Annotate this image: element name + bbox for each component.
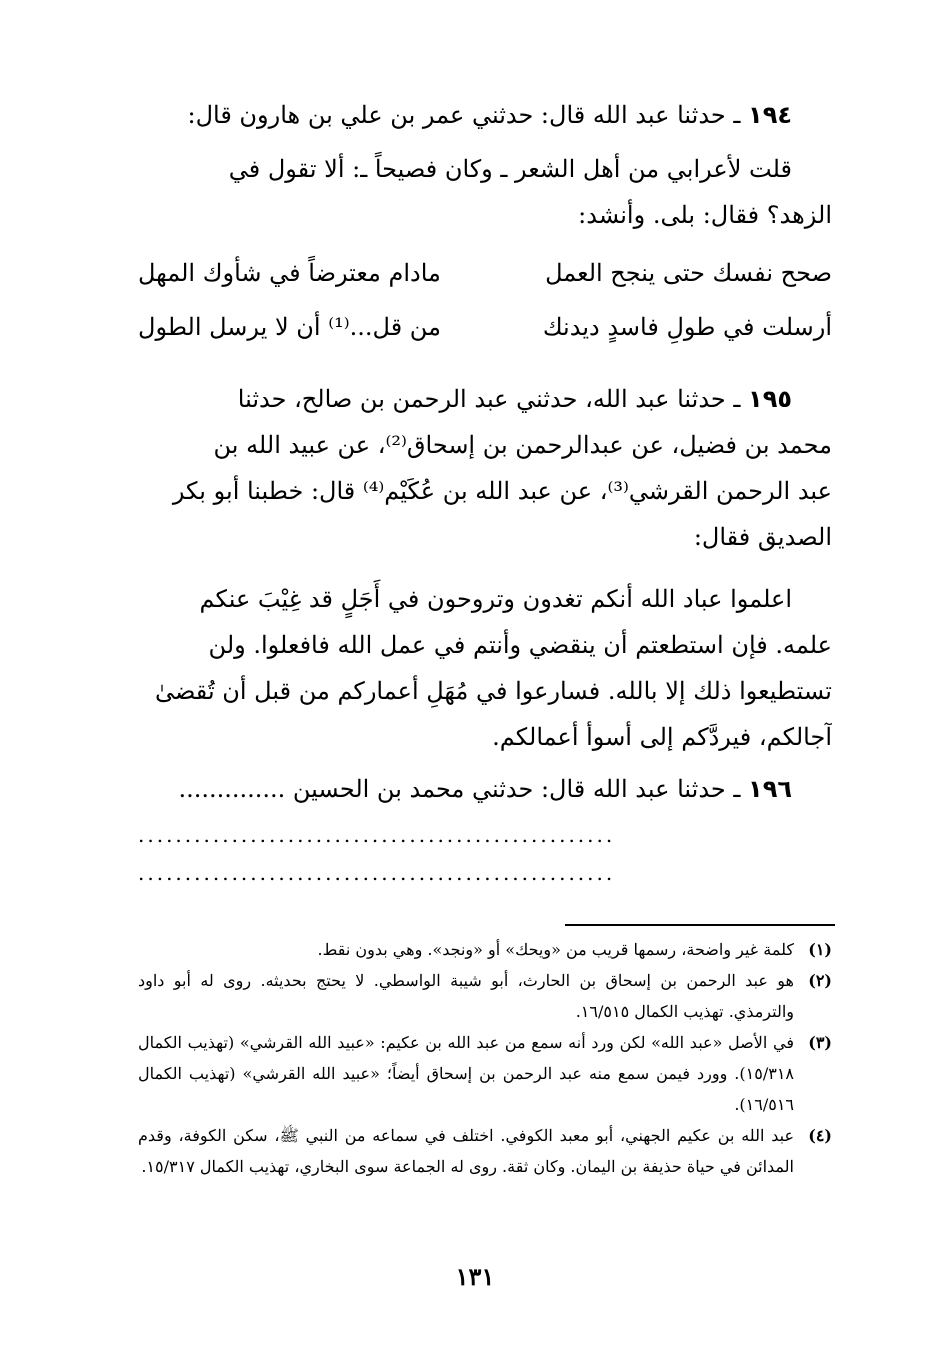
entry-header-text: ـ حدثنا عبد الله قال: حدثني محمد بن الحسين ..............	[178, 775, 749, 803]
speech-line: علمه. فإن استطعتم أن ينقضي وأنتم في عمل الله فافعلوا. ولن	[208, 631, 832, 659]
footnote-4	[138, 1120, 832, 1182]
footnote-text: كلمة غير واضحة، رسمها قريب من «ويحك» أو «ونجد». وهي بدون نقط.	[317, 940, 794, 959]
footnote-number: (١)	[808, 940, 832, 959]
footnote-text: عبد الله بن عكيم الجهني، أبو معبد الكوفي. اختلف في سماعه من النبي ﷺ، سكن الكوفة، وقدم المدائن في حياة حذيفة بن اليمان. وكان ثقة. روى له الجماعة سوى البخاري، تهذيب الكمال ١٥/٣١٧.	[138, 1126, 794, 1176]
verse-hemistich: صحح نفسك حتى ينجح العمل	[545, 259, 832, 287]
speech-line: تستطيعوا ذلك إلا بالله. فسارعوا في مُهَلِ أعماركم من قبل أن تُقضىٰ	[154, 677, 832, 705]
footnote-number: (٣)	[808, 1033, 832, 1052]
verse-hemistich: من قل...⁽¹⁾ أن لا يرسل الطول	[138, 313, 441, 341]
verse-hemistich: أرسلت في طولِ فاسدٍ ديدنك	[542, 313, 832, 341]
footnote-text: هو عبد الرحمن بن إسحاق بن الحارث، أبو شيبة الواسطي. لا يحتج بحديثه. روى له أبو داود والترمذي. تهذيب الكمال ١٦/٥١٥.	[138, 971, 794, 1021]
paragraph-line: الصديق فقال:	[693, 523, 832, 551]
footnote-text: في الأصل «عبد الله» لكن ورد أنه سمع من عبد الله بن عكيم: «عبيد الله القرشي» (تهذيب الكمال ١٥/٣١٨). وورد فيمن سمع منه عبد الرحمن بن إسحاق أيضاً؛ «عبيد الله القرشي» (تهذيب الكمال ١٦/٥١٦).	[138, 1033, 794, 1114]
footnotes	[138, 934, 832, 1182]
paragraph-line: قلت لأعرابي من أهل الشعر ـ وكان فصيحاً ـ: ألا تقول في	[228, 155, 792, 183]
verse-hemistich: مادام معترضاً في شأوك المهل	[138, 259, 441, 287]
speech-line: اعلموا عباد الله أنكم تغدون وتروحون في أَجَلٍ قد غِيْبَ عنكم	[199, 585, 792, 613]
entry-196-header	[138, 766, 832, 812]
entry-194	[138, 92, 832, 350]
entry-header-text: ـ حدثنا عبد الله قال: حدثني عمر بن علي بن هارون قال:	[187, 101, 749, 129]
footnote-3	[138, 1027, 832, 1120]
footnote-1	[138, 934, 832, 965]
entry-number: ١٩٦	[748, 775, 792, 803]
footnote-number: (٢)	[808, 971, 832, 990]
paragraph-line: ـ حدثنا عبد الله، حدثني عبد الرحمن بن صالح، حدثنا	[237, 385, 749, 413]
entry-196	[138, 766, 832, 892]
entry-195-header	[138, 376, 832, 422]
paragraph-line: محمد بن فضيل، عن عبدالرحمن بن إسحاق⁽²⁾، عن عبيد الله بن	[213, 431, 832, 459]
paragraph-line: عبد الرحمن القرشي⁽³⁾، عن عبد الله بن عُكَيْم⁽⁴⁾ قال: خطبنا أبو بكر	[172, 477, 832, 505]
ellipsis-line: ...................................................	[138, 861, 616, 885]
entry-194-header	[138, 92, 832, 138]
footnote-2	[138, 965, 832, 1027]
footnote-number: (٤)	[808, 1126, 832, 1145]
footnote-separator	[565, 924, 835, 926]
entry-number: ١٩٥	[748, 385, 792, 413]
paragraph-line: الزهد؟ فقال: بلى. وأنشد:	[578, 201, 832, 229]
verse-line	[138, 250, 832, 296]
page-number: ١٣١	[455, 1262, 495, 1291]
entry-number: ١٩٤	[748, 101, 792, 129]
entry-195	[138, 376, 832, 760]
ellipsis-line: ...................................................	[138, 823, 616, 847]
verse-line	[138, 304, 832, 350]
speech-line: آجالكم، فيردَّكم إلى أسوأ أعمالكم.	[492, 723, 832, 751]
